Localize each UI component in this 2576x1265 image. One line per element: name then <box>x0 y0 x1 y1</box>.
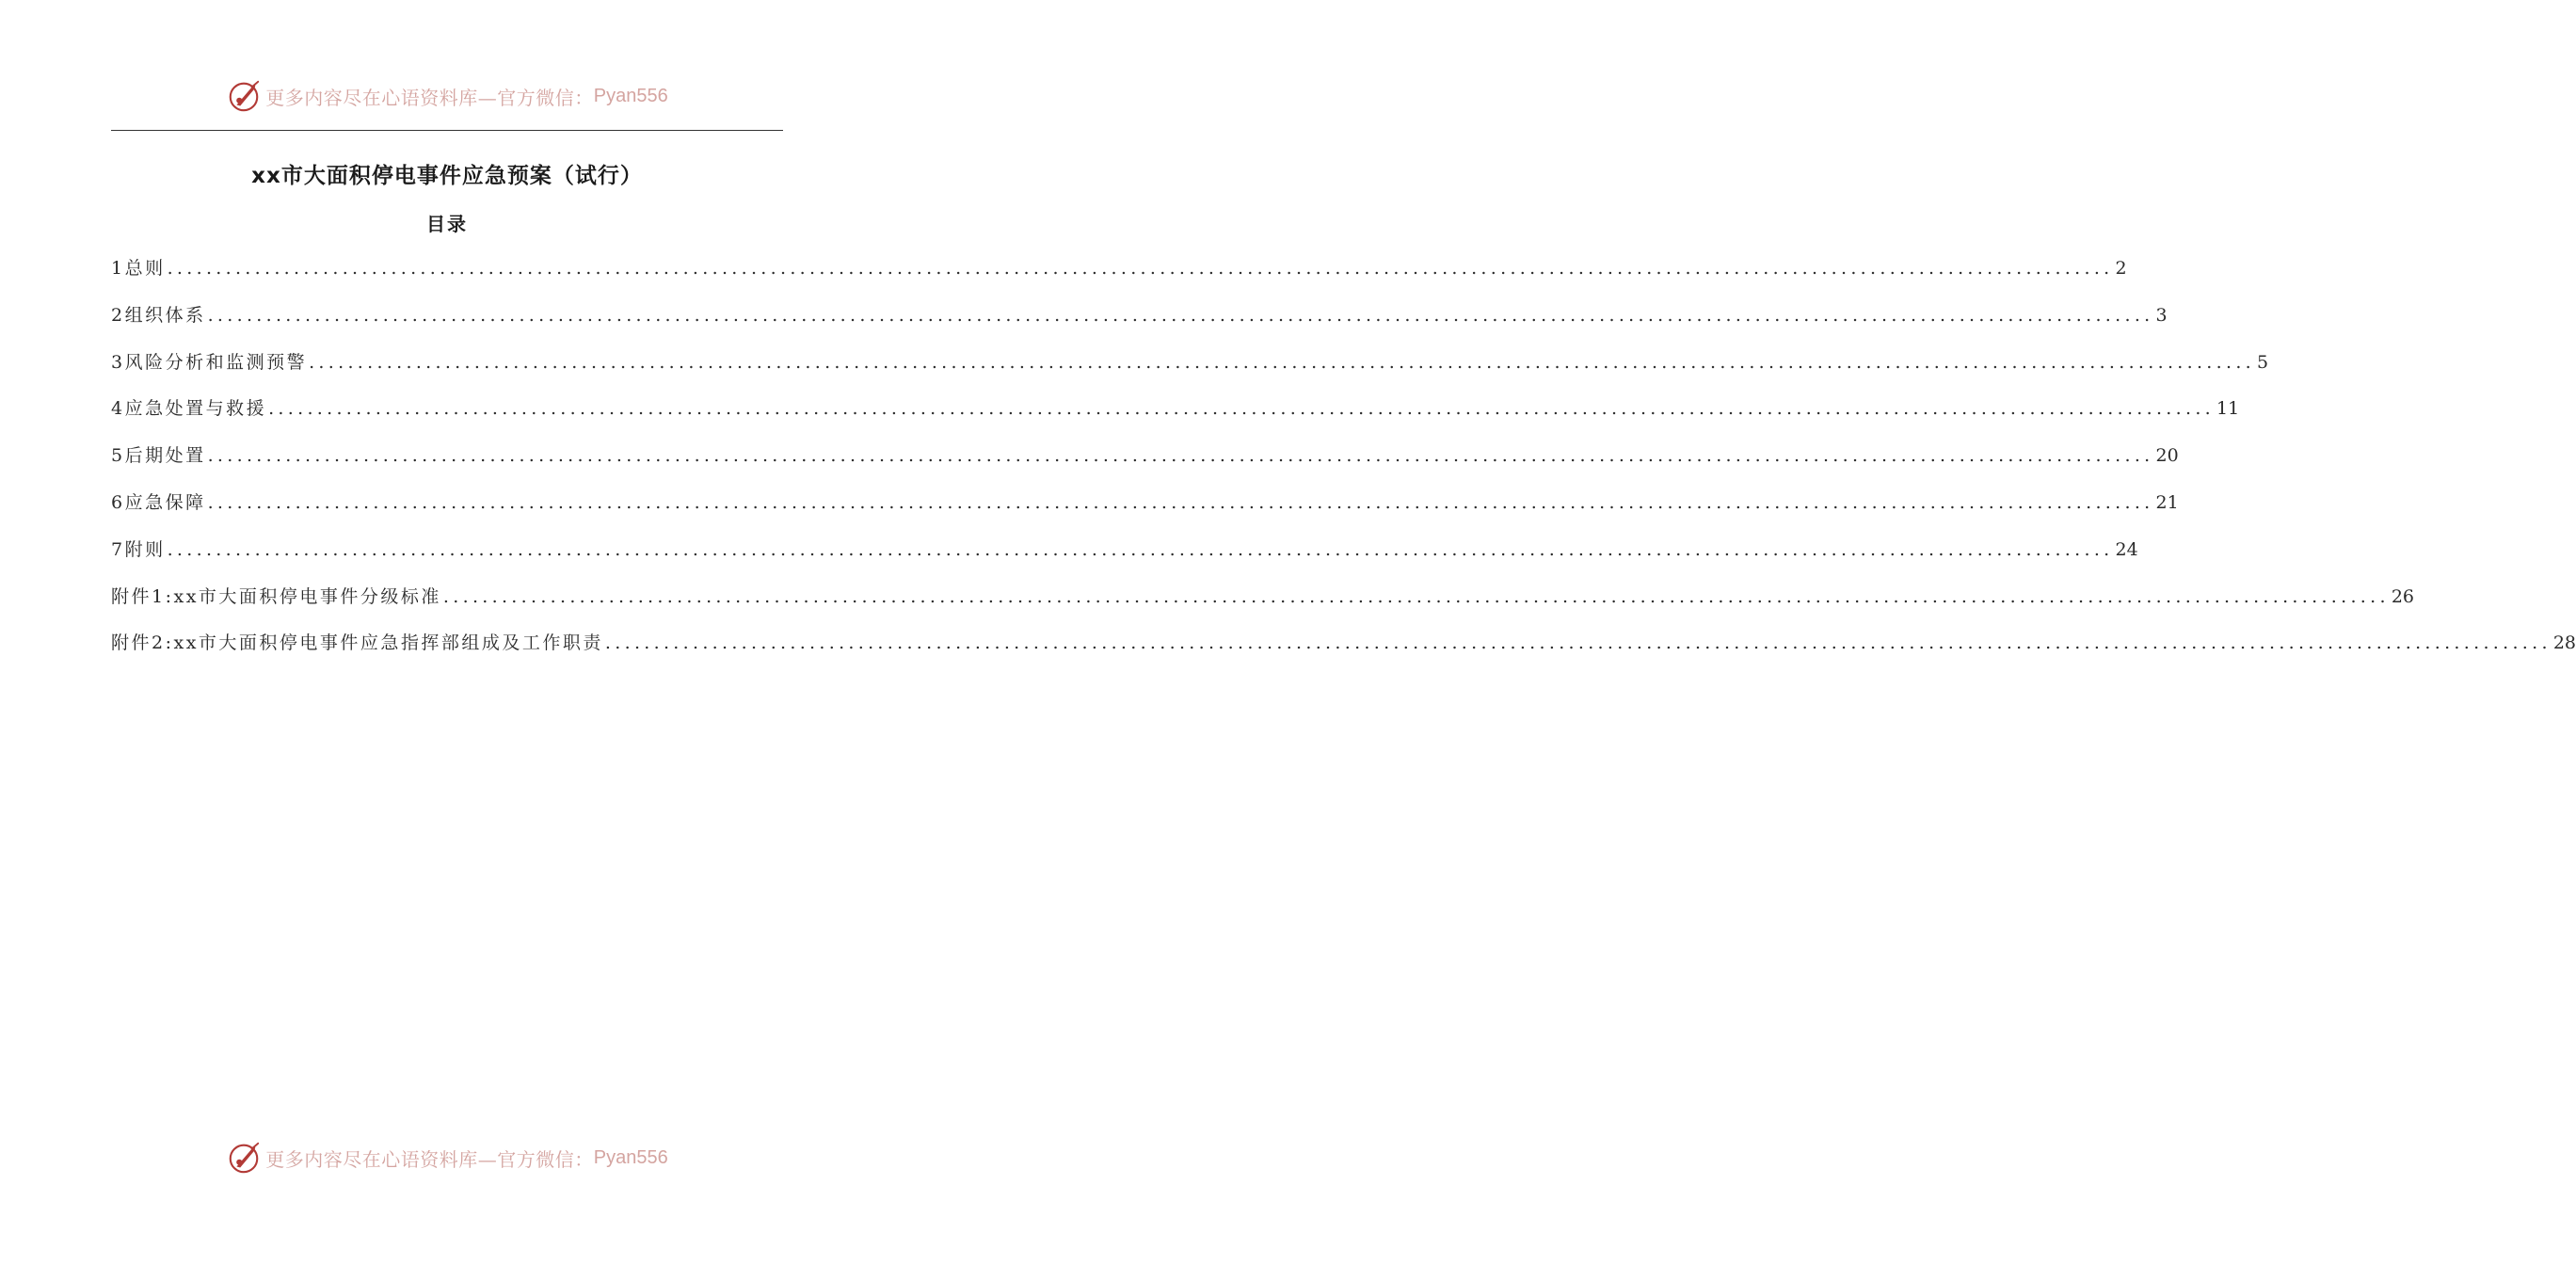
toc-entry[interactable] <box>111 394 2240 441</box>
quill-pen-circle-icon <box>226 1140 262 1176</box>
toc-leader-dots: ........................................................................................................................................................................................................ <box>167 538 2114 560</box>
toc-entry[interactable] <box>111 254 2127 301</box>
toc-entry-label: 5后期处置 <box>111 445 206 467</box>
toc-entry-label: 3风险分析和监测预警 <box>111 351 308 373</box>
toc-leader-dots: ........................................................................................................................................................................................................ <box>207 304 2154 326</box>
toc-leader-dots: ........................................................................................................................................................................................................ <box>207 445 2154 467</box>
watermark-text: 更多内容尽在心语资料库—官方微信： <box>265 1147 594 1171</box>
toc-leader-dots: ........................................................................................................................................................................................................ <box>268 398 2216 420</box>
toc-entry[interactable] <box>111 488 2179 536</box>
toc-entry-label: 1总则 <box>111 258 166 279</box>
toc-entry-page: 28 <box>2552 632 2576 654</box>
toc-entry-label: 附件1:xx市大面积停电事件分级标准 <box>111 585 441 607</box>
toc-leader-dots: ........................................................................................................................................................................................................ <box>604 632 2552 654</box>
footer-watermark <box>0 1137 894 1178</box>
toc-entry[interactable] <box>111 348 2269 395</box>
document-title: xx市大面积停电事件应急预案（试行） <box>251 164 643 188</box>
table-of-contents <box>111 254 2576 676</box>
toc-entry-label: 4应急处置与救援 <box>111 398 267 420</box>
toc-entry[interactable] <box>111 301 2168 348</box>
quill-pen-circle-icon <box>226 78 262 114</box>
watermark-text: 更多内容尽在心语资料库—官方微信： <box>265 86 594 109</box>
toc-entry[interactable] <box>111 583 2415 630</box>
toc-entry-label: 附件2:xx市大面积停电事件应急指挥部组成及工作职责 <box>111 632 603 654</box>
header-watermark <box>0 75 894 117</box>
toc-entry-label: 6应急保障 <box>111 491 206 513</box>
toc-entry[interactable] <box>111 441 2179 488</box>
toc-entry-page: 5 <box>2257 351 2269 373</box>
toc-leader-dots: ........................................................................................................................................................................................................ <box>207 491 2154 513</box>
toc-heading: 目录 <box>426 213 468 235</box>
toc-entry-label: 7附则 <box>111 538 166 560</box>
watermark-wechat-id: Pyan556 <box>593 85 668 106</box>
toc-leader-dots: ........................................................................................................................................................................................................ <box>309 351 2256 373</box>
toc-entry-page: 20 <box>2155 445 2179 467</box>
toc-leader-dots: ........................................................................................................................................................................................................ <box>442 585 2390 607</box>
toc-entry-page: 11 <box>2216 398 2240 420</box>
toc-entry-page: 24 <box>2115 538 2138 560</box>
watermark-wechat-id: Pyan556 <box>593 1146 668 1168</box>
toc-entry-page: 2 <box>2115 258 2127 279</box>
toc-leader-dots: ........................................................................................................................................................................................................ <box>167 258 2114 279</box>
toc-entry-page: 3 <box>2155 304 2168 326</box>
toc-entry[interactable] <box>111 536 2138 583</box>
toc-entry[interactable] <box>111 629 2576 676</box>
toc-entry-page: 21 <box>2155 491 2179 513</box>
toc-entry-page: 26 <box>2391 585 2415 607</box>
toc-entry-label: 2组织体系 <box>111 304 206 326</box>
header-divider <box>111 130 783 131</box>
